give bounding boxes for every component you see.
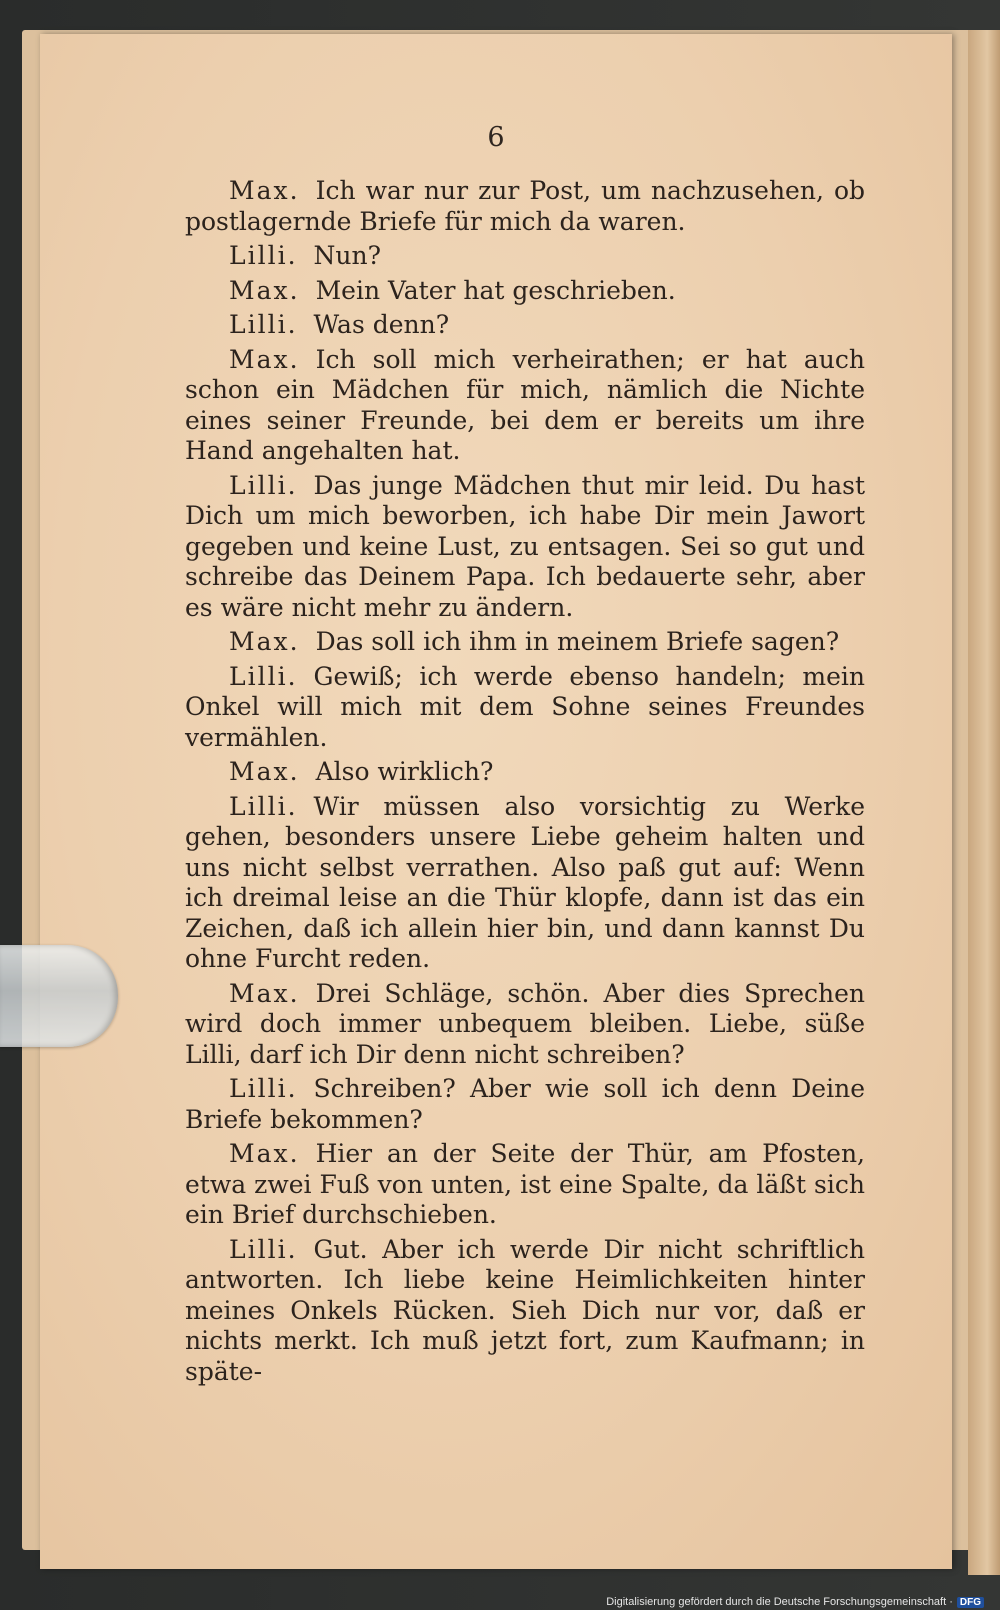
speaker-name: Max. bbox=[229, 627, 300, 656]
dialogue-text: Drei Schläge, schön. Aber dies Sprechen wird doch immer unbequem bleiben. Liebe, süße Lilli, darf ich Dir denn nicht schreiben? bbox=[185, 978, 865, 1069]
dialogue-text: Das soll ich ihm in meinem Briefe sagen? bbox=[315, 627, 840, 656]
speaker-name: Lilli. bbox=[229, 1074, 298, 1103]
dialogue-paragraph bbox=[185, 471, 865, 624]
speaker-name: Max. bbox=[229, 978, 300, 1008]
dialogue-paragraph bbox=[185, 176, 865, 237]
dialogue-paragraph bbox=[185, 241, 865, 272]
dialogue-paragraph bbox=[185, 757, 865, 788]
dialogue-text: Hier an der Seite der Thür, am Pfosten, etwa zwei Fuß von unten, ist eine Spalte, da läßt sich ein Brief durchschieben. bbox=[185, 1139, 865, 1229]
dialogue-paragraph bbox=[185, 792, 865, 975]
digitization-credit bbox=[606, 1596, 984, 1608]
dialogue-paragraph bbox=[185, 310, 865, 341]
dialogue-text: Nun? bbox=[313, 241, 382, 270]
speaker-name: Lilli. bbox=[229, 661, 298, 691]
dialogue-text: Gut. Aber ich werde Dir nicht schriftlich antworten. Ich liebe keine Heimlichkeiten hinter meines Onkels Rücken. Sieh Dich nur vor, daß er nichts merkt. Ich muß jetzt fort, zum Kaufmann; in späte- bbox=[185, 1234, 865, 1386]
dialogue-paragraph bbox=[185, 1139, 865, 1231]
dfg-logo: DFG bbox=[957, 1597, 984, 1608]
dialogue-text: Gewiß; ich werde ebenso handeln; mein Onkel will mich mit dem Sohne seines Freundes vermählen. bbox=[185, 661, 865, 752]
speaker-name: Max. bbox=[229, 344, 300, 374]
speaker-name: Max. bbox=[229, 275, 300, 305]
dialogue-text: Mein Vater hat geschrieben. bbox=[315, 275, 676, 305]
speaker-name: Lilli. bbox=[229, 310, 298, 339]
dialogue-paragraph bbox=[185, 1235, 865, 1388]
dialogue-text: Ich war nur zur Post, um nachzusehen, ob postlagernde Briefe für mich da waren. bbox=[185, 176, 865, 236]
page-number: 6 bbox=[487, 122, 505, 153]
page-stack-edge bbox=[968, 30, 1000, 1575]
dialogue-paragraph bbox=[185, 662, 865, 754]
speaker-name: Max. bbox=[229, 1139, 300, 1168]
page-clip bbox=[0, 945, 118, 1047]
dialogue-paragraph bbox=[185, 979, 865, 1071]
dialogue-text: Wir müssen also vorsichtig zu Werke gehen, besonders unsere Liebe geheim halten und uns nicht selbst verrathen. Also paß gut auf: Wenn ich dreimal leise an die Thür klopfe, dann ist das ein Zeichen, daß ich allein hier bin, und dann kannst Du ohne Furcht reden. bbox=[185, 791, 865, 973]
dialogue-paragraph bbox=[185, 345, 865, 467]
speaker-name: Lilli. bbox=[229, 1234, 298, 1264]
page-text bbox=[185, 176, 865, 1391]
dialogue-text: Also wirklich? bbox=[315, 757, 494, 786]
dialogue-paragraph bbox=[185, 627, 865, 658]
speaker-name: Lilli. bbox=[229, 470, 298, 500]
book-page bbox=[40, 34, 952, 1569]
speaker-name: Lilli. bbox=[229, 791, 298, 821]
speaker-name: Lilli. bbox=[229, 241, 298, 270]
dialogue-paragraph bbox=[185, 276, 865, 307]
dialogue-text: Ich soll mich verheirathen; er hat auch schon ein Mädchen für mich, nämlich die Nichte eines seiner Freunde, bei dem er bereits um ihre Hand angehalten hat. bbox=[185, 344, 865, 465]
dialogue-text: Das junge Mädchen thut mir leid. Du hast Dich um mich beworben, ich habe Dir mein Jawort gegeben und keine Lust, zu entsagen. Sei so gut und schreibe das Deinem Papa. Ich bedauerte sehr, aber es wäre nicht mehr zu ändern. bbox=[185, 470, 865, 622]
speaker-name: Max. bbox=[229, 176, 300, 205]
speaker-name: Max. bbox=[229, 757, 300, 786]
dialogue-paragraph bbox=[185, 1074, 865, 1135]
credit-text: Digitalisierung gefördert durch die Deutsche Forschungsgemeinschaft · bbox=[606, 1596, 953, 1608]
dialogue-text: Schreiben? Aber wie soll ich denn Deine Briefe bekommen? bbox=[185, 1074, 865, 1134]
dialogue-text: Was denn? bbox=[313, 310, 450, 339]
